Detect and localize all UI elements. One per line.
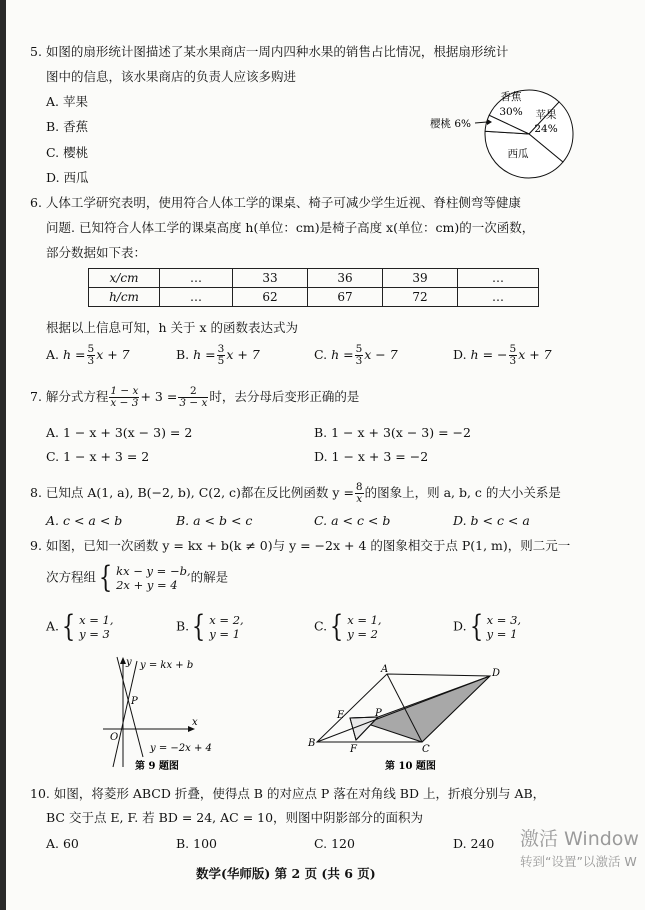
vertex-d: D	[492, 668, 501, 679]
q5-line1: 5. 如图的扇形统计图描述了某水果商店一周内四种水果的销售占比情况，根据扇形统计	[30, 44, 509, 59]
origin-label: O	[110, 732, 119, 743]
scan-edge	[0, 0, 6, 910]
q6-line3: 部分数据如下表：	[46, 245, 147, 260]
q6-prompt: 根据以上信息可知，h 关于 x 的函数表达式为	[46, 320, 299, 335]
point-p: P	[375, 708, 382, 719]
point-p-label: P	[131, 696, 138, 707]
q9-figure	[95, 655, 220, 775]
page-footer: 数学(华师版) 第 2 页 (共 6 页)	[196, 866, 376, 881]
line-kx-plus-b-label: y = kx + b	[140, 660, 194, 671]
q10-option-a: A. 60	[46, 836, 79, 851]
q10-figure	[305, 662, 505, 777]
table-cell: h/cm	[89, 288, 160, 307]
shaded-region	[350, 676, 490, 742]
pie-label-cherry: 樱桃 6%	[430, 118, 471, 130]
vertex-a: A	[381, 664, 389, 675]
vertex-b: B	[308, 738, 316, 749]
q8-stem: 8. 已知点 A(1, a), B(−2, b), C(2, c)都在反比例函数 y = $\frac{8}{x}$ 的图象上，则 a, b, c 的大小关系是	[30, 481, 561, 505]
q10-option-b: B. 100	[176, 836, 217, 851]
activation-watermark-title: 激活 Window	[520, 828, 639, 850]
table-cell: 33	[233, 269, 308, 288]
pie-slices	[485, 90, 573, 178]
activation-watermark-subtitle: 转到“设置”以激活 W	[520, 854, 637, 869]
table-cell: …	[458, 288, 539, 307]
cherry-pointer-arrow	[475, 122, 487, 123]
q10-option-c: C. 120	[314, 836, 355, 851]
q9-option-b: B.{ x = 2, y = 1	[176, 609, 244, 644]
q8-option-a: A. c < a < b	[46, 513, 123, 528]
x-axis-label: x	[192, 717, 198, 728]
q9-option-a: A.{ x = 1, y = 3	[46, 609, 114, 644]
q9-option-c: C.{ x = 1, y = 2	[314, 609, 382, 644]
q8-option-d: D. b < c < a	[453, 513, 530, 528]
fig10-caption: 第 10 题图	[385, 761, 436, 772]
q6-line2: 问题. 已知符合人体工学的课桌高度 h(单位：cm)是椅子高度 x(单位：cm)的一次函数，	[46, 220, 535, 235]
table-cell: …	[458, 269, 539, 288]
pie-label-banana: 香蕉	[500, 91, 522, 103]
fig9-caption: 第 9 题图	[135, 761, 179, 772]
table-cell: …	[160, 269, 233, 288]
q7-option-c: C. 1 − x + 3 = 2	[46, 449, 150, 464]
q9-line1: 9. 如图，已知一次函数 y = kx + b(k ≠ 0)与 y = −2x + 4 的图象相交于点 P(1, m)，则二元一	[30, 538, 571, 553]
q6-line1: 6. 人体工学研究表明，使用符合人体工学的课桌、椅子可减少学生近视、脊柱侧弯等健康	[30, 195, 521, 210]
q6-option-a: A. h = $\frac{5}{3}$ x + 7	[46, 343, 130, 367]
q5-option-c: C. 樱桃	[46, 145, 89, 160]
table-cell: …	[160, 288, 233, 307]
q10-option-d: D. 240	[453, 836, 495, 851]
pie-label-apple: 苹果	[535, 109, 557, 121]
q9-line2: 次方程组{ kx − y = −b, 2x + y = 4 的解是	[46, 560, 229, 595]
table-cell: 36	[308, 269, 383, 288]
pie-label-apple-pct: 24%	[534, 123, 558, 135]
q10-line1: 10. 如图，将菱形 ABCD 折叠，使得点 B 的对应点 P 落在对角线 BD 上，折痕分别与 AB，	[30, 786, 546, 801]
line-minus-2x-label: y = −2x + 4	[150, 743, 212, 754]
q5-pie-chart	[425, 84, 575, 189]
q6-option-d: D. h = − $\frac{5}{3}$ x + 7	[453, 343, 552, 367]
line-kx-plus-b	[113, 661, 137, 767]
table-cell: x/cm	[89, 269, 160, 288]
q5-option-d: D. 西瓜	[46, 170, 89, 185]
q5-line2: 图中的信息，该水果商店的负责人应该多购进	[46, 69, 297, 84]
q7-option-a: A. 1 − x + 3(x − 3) = 2	[46, 425, 193, 440]
table-cell: 62	[233, 288, 308, 307]
q5-option-b: B. 香蕉	[46, 119, 89, 134]
q8-option-b: B. a < b < c	[176, 513, 253, 528]
q6-option-b: B. h = $\frac{3}{5}$ x + 7	[176, 343, 260, 367]
pie-label-watermelon: 西瓜	[507, 148, 529, 160]
q6-option-c: C. h = $\frac{5}{3}$ x − 7	[314, 343, 398, 367]
q8-option-c: C. a < c < b	[314, 513, 391, 528]
q7-option-d: D. 1 − x + 3 = −2	[314, 449, 429, 464]
y-axis-label: y	[126, 657, 132, 668]
line-minus-2x-plus-4	[117, 657, 143, 757]
point-f: F	[350, 744, 357, 755]
q10-line2: BC 交于点 E, F. 若 BD = 24, AC = 10，则图中阴影部分的面积为	[46, 810, 424, 825]
point-e: E	[337, 710, 345, 721]
q5-option-a: A. 苹果	[46, 94, 88, 109]
table-cell: 67	[308, 288, 383, 307]
q9-option-d: D.{ x = 3, y = 1	[453, 609, 522, 644]
q7-stem: 7. 解分式方程 $\frac{1 - x}{x - 3}$ + 3 = $\frac{2}{3 - x}$ 时，去分母后变形正确的是	[30, 385, 360, 409]
pie-label-banana-pct: 30%	[499, 106, 523, 118]
table-row	[89, 269, 539, 288]
vertex-c: C	[422, 744, 430, 755]
table-cell: 72	[383, 288, 458, 307]
table-cell: 39	[383, 269, 458, 288]
table-row	[89, 288, 539, 307]
q6-data-table	[88, 268, 539, 307]
q7-option-b: B. 1 − x + 3(x − 3) = −2	[314, 425, 471, 440]
